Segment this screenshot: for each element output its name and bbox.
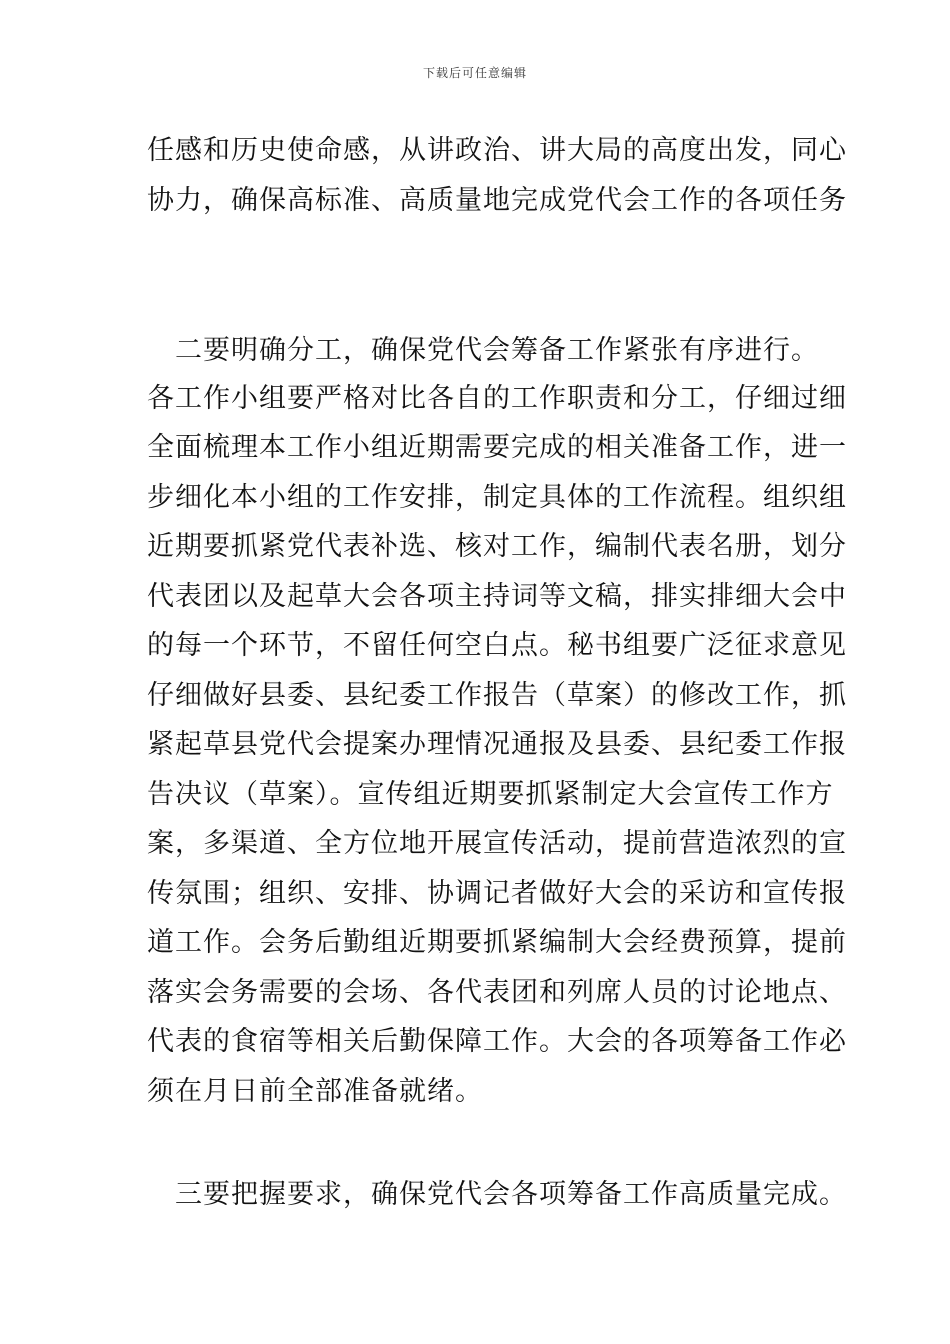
paragraph-2-line-2: 各工作小组要严格对比各自的工作职责和分工，仔细过细 [147,383,847,414]
paragraph-2-line-13: 道工作。会务后勤组近期要抓紧编制大会经费预算，提前 [147,927,847,958]
paragraph-2-line-14: 落实会务需要的会场、各代表团和列席人员的讨论地点、 [147,977,847,1008]
paragraph-1-line-2: 协力，确保高标准、高质量地完成党代会工作的各项任务 [147,185,847,216]
paragraph-1-line-1: 任感和历史使命感，从讲政治、讲大局的高度出发，同心 [147,135,847,166]
paragraph-2-line-11: 案，多渠道、全方位地开展宣传活动，提前营造浓烈的宣 [147,828,847,859]
paragraph-2-line-8: 仔细做好县委、县纪委工作报告（草案）的修改工作，抓 [147,680,847,711]
paragraph-2-line-12: 传氛围；组织、安排、协调记者做好大会的采访和宣传报 [147,878,847,909]
paragraph-2-line-7: 的每一个环节，不留任何空白点。秘书组要广泛征求意见 [147,630,847,661]
paragraph-2-line-5: 近期要抓紧党代表补选、核对工作，编制代表名册，划分 [147,531,847,562]
paragraph-3-line-1: 三要把握要求，确保党代会各项筹备工作高质量完成。 [147,1179,847,1210]
paragraph-2-line-9: 紧起草县党代会提案办理情况通报及县委、县纪委工作报 [147,729,847,760]
paragraph-2-line-4: 步细化本小组的工作安排，制定具体的工作流程。组织组 [147,482,847,513]
paragraph-2-line-16: 须在月日前全部准备就绪。 [147,1076,483,1107]
paragraph-2-line-3: 全面梳理本工作小组近期需要完成的相关准备工作，进一 [147,432,847,463]
paragraph-2-line-1: 二要明确分工，确保党代会筹备工作紧张有序进行。 [147,335,819,366]
page-header: 下载后可任意编辑 [422,66,527,80]
paragraph-2-line-15: 代表的食宿等相关后勤保障工作。大会的各项筹备工作必 [147,1026,847,1057]
paragraph-2-line-6: 代表团以及起草大会各项主持词等文稿，排实排细大会中 [147,581,847,612]
paragraph-2-line-10: 告决议（草案）。宣传组近期要抓紧制定大会宣传工作方 [147,779,834,810]
